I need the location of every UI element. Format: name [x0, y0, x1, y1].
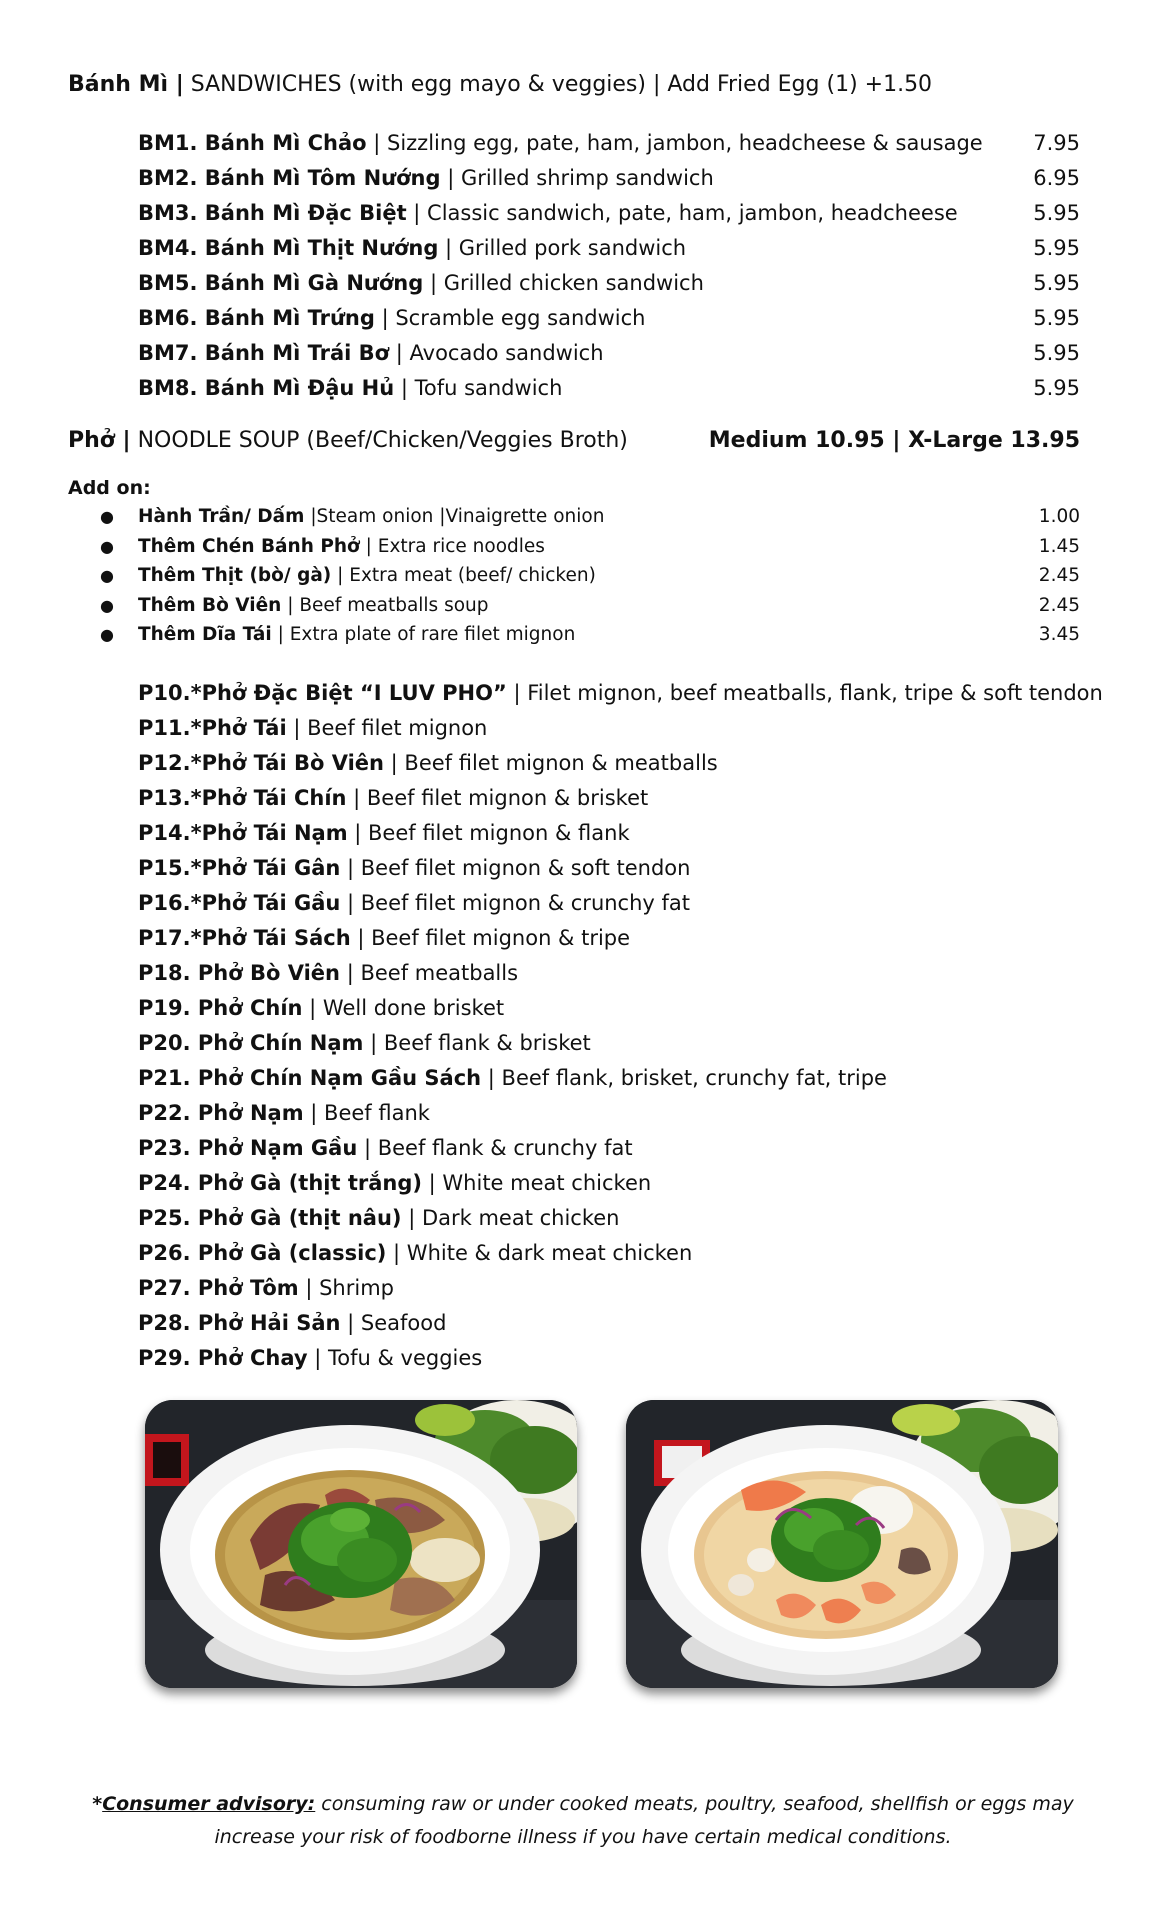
pho-item-name: P15.*Phở Tái Gân — [138, 856, 341, 880]
addon-desc: | Extra plate of rare filet mignon — [271, 624, 576, 645]
pho-item-name: P16.*Phở Tái Gầu — [138, 891, 341, 915]
menu-item-row — [138, 301, 1080, 336]
menu-item-price: 6.95 — [1033, 166, 1080, 190]
pho-item-desc: | White & dark meat chicken — [386, 1241, 693, 1265]
menu-item-desc: | Classic sandwich, pate, ham, jambon, headcheese — [406, 201, 958, 225]
pho-title: Phở | — [68, 428, 131, 453]
addon-row — [100, 620, 1080, 650]
pho-item-name: P29. Phở Chay — [138, 1346, 308, 1370]
addon-desc: |Steam onion |Vinaigrette onion — [304, 506, 605, 527]
pho-item-row — [138, 1026, 1098, 1061]
pho-item-desc: | White meat chicken — [421, 1171, 652, 1195]
pho-size-prices: Medium 10.95 | X-Large 13.95 — [708, 428, 1080, 453]
pho-item-name: P14.*Phở Tái Nạm — [138, 821, 348, 845]
banh-mi-subtitle: SANDWICHES (with egg mayo & veggies) | Add Fried Egg (1) +1.50 — [183, 72, 933, 97]
pho-item-desc: | Beef filet mignon & crunchy fat — [340, 891, 691, 915]
pho-item-desc: | Beef filet mignon & tripe — [350, 926, 631, 950]
pho-item-row — [138, 781, 1098, 816]
addon-desc: | Extra meat (beef/ chicken) — [331, 565, 596, 586]
advisory-text: consuming raw or under cooked meats, poultry, seafood, shellfish or eggs may increase your risk of foodborne illness if you have certain medical conditions. — [214, 1793, 1074, 1848]
pho-item-desc: | Beef filet mignon — [286, 716, 488, 740]
pho-item-row — [138, 921, 1098, 956]
menu-item-name: BM4. Bánh Mì Thịt Nướng — [138, 236, 439, 260]
pho-item-row — [138, 816, 1098, 851]
menu-item-name: BM2. Bánh Mì Tôm Nướng — [138, 166, 441, 190]
menu-item-price: 5.95 — [1033, 341, 1080, 365]
pho-item-desc: | Beef filet mignon & brisket — [346, 786, 649, 810]
menu-item-desc: | Sizzling egg, pate, ham, jambon, headcheese & sausage — [366, 131, 983, 155]
menu-item-name: BM6. Bánh Mì Trứng — [138, 306, 375, 330]
pho-list — [138, 676, 1103, 1376]
pho-item-desc: | Shrimp — [298, 1276, 394, 1300]
menu-item-row — [138, 266, 1080, 301]
advisory-label: Consumer advisory: — [102, 1793, 316, 1815]
pho-subtitle: NOODLE SOUP (Beef/Chicken/Veggies Broth) — [130, 428, 628, 453]
pho-item-row — [138, 956, 1098, 991]
addon-label — [138, 502, 1039, 532]
pho-item-row — [138, 746, 1098, 781]
pho-item-row — [138, 851, 1098, 886]
photo-row — [145, 1400, 1060, 1690]
pho-item-row — [138, 1271, 1098, 1306]
pho-item-row — [138, 1306, 1098, 1341]
pho-item-desc: | Beef meatballs — [340, 961, 519, 985]
addon-price: 3.45 — [1038, 624, 1080, 645]
pho-item-row — [138, 1131, 1098, 1166]
pho-item-name: P20. Phở Chín Nạm — [138, 1031, 364, 1055]
pho-item-desc: | Beef flank & brisket — [363, 1031, 591, 1055]
pho-item-desc: | Beef flank, brisket, crunchy fat, tripe — [481, 1066, 887, 1090]
pho-item-row — [138, 711, 1098, 746]
menu-item-desc: | Tofu sandwich — [394, 376, 563, 400]
menu-item-name: BM1. Bánh Mì Chảo — [138, 131, 367, 155]
addon-price: 1.45 — [1038, 535, 1080, 557]
addon-price: 2.45 — [1038, 565, 1080, 586]
addon-title: Add on: — [68, 477, 151, 499]
pho-item-row — [138, 1236, 1098, 1271]
menu-item-label — [138, 161, 714, 196]
menu-item-price: 5.95 — [1033, 376, 1080, 400]
addon-name: Thêm Bò Viên — [138, 594, 282, 616]
bullet-icon: ● — [100, 625, 114, 644]
pho-item-desc: | Beef flank & crunchy fat — [357, 1136, 633, 1160]
addon-name: Thêm Chén Bánh Phở — [138, 535, 360, 557]
pho-item-name: P12.*Phở Tái Bò Viên — [138, 751, 384, 775]
banh-mi-list — [138, 126, 1080, 406]
menu-item-price: 5.95 — [1033, 271, 1080, 295]
consumer-advisory — [60, 1788, 1106, 1854]
pho-item-name: P11.*Phở Tái — [138, 716, 287, 740]
addon-name: Thêm Thịt (bò/ gà) — [138, 565, 332, 586]
menu-item-name: BM7. Bánh Mì Trái Bơ — [138, 341, 390, 365]
pho-item-name: P22. Phở Nạm — [138, 1101, 304, 1125]
pho-item-name: P17.*Phở Tái Sách — [138, 926, 351, 950]
addon-row — [100, 561, 1080, 591]
menu-item-label — [138, 336, 604, 371]
menu-item-row — [138, 336, 1080, 371]
menu-item-desc: | Grilled chicken sandwich — [423, 271, 704, 295]
menu-item-name: BM5. Bánh Mì Gà Nướng — [138, 271, 424, 295]
seafood-pho-bowl-photo — [626, 1400, 1058, 1688]
addon-desc: | Extra rice noodles — [359, 535, 545, 557]
menu-item-row — [138, 231, 1080, 266]
menu-item-row — [138, 126, 1080, 161]
addon-label — [138, 620, 1039, 650]
menu-item-label — [138, 126, 983, 161]
pho-item-name: P25. Phở Gà (thịt nâu) — [138, 1206, 402, 1230]
addon-list — [100, 502, 1080, 650]
menu-item-price: 5.95 — [1033, 201, 1080, 225]
pho-item-name: P28. Phở Hải Sản — [138, 1311, 341, 1335]
menu-item-label — [138, 301, 646, 336]
pho-item-row — [138, 1341, 1098, 1376]
pho-item-name: P27. Phở Tôm — [138, 1276, 299, 1300]
menu-item-desc: | Avocado sandwich — [389, 341, 604, 365]
pho-item-desc: | Tofu & veggies — [307, 1346, 483, 1370]
addon-label — [138, 532, 1039, 562]
pho-item-desc: | Filet mignon, beef meatballs, flank, tripe & soft tendon — [506, 681, 1103, 705]
pho-item-row — [138, 1096, 1098, 1131]
menu-item-name: BM8. Bánh Mì Đậu Hủ — [138, 376, 395, 400]
addon-row — [100, 591, 1080, 621]
menu-item-label — [138, 196, 958, 231]
pho-item-row — [138, 886, 1098, 921]
addon-name: Hành Trần/ Dấm — [138, 506, 305, 527]
banh-mi-section-header — [68, 70, 1108, 100]
menu-item-row — [138, 196, 1080, 231]
pho-item-name: P19. Phở Chín — [138, 996, 303, 1020]
pho-item-desc: | Dark meat chicken — [401, 1206, 620, 1230]
addon-label — [138, 561, 1039, 591]
pho-title-wrap — [68, 426, 628, 456]
menu-item-desc: | Grilled pork sandwich — [438, 236, 687, 260]
menu-item-label — [138, 231, 686, 266]
menu-item-price: 5.95 — [1033, 236, 1080, 260]
pho-item-desc: | Seafood — [340, 1311, 447, 1335]
menu-item-label — [138, 266, 704, 301]
addon-row — [100, 532, 1080, 562]
bullet-icon: ● — [100, 566, 114, 585]
menu-item-price: 7.95 — [1033, 131, 1080, 155]
bullet-icon: ● — [100, 507, 114, 526]
menu-item-desc: | Grilled shrimp sandwich — [440, 166, 714, 190]
advisory-star: * — [92, 1793, 103, 1815]
addon-name: Thêm Dĩa Tái — [138, 624, 272, 645]
pho-item-desc: | Well done brisket — [302, 996, 505, 1020]
menu-item-price: 5.95 — [1033, 306, 1080, 330]
pho-item-name: P13.*Phở Tái Chín — [138, 786, 347, 810]
pho-item-name: P18. Phở Bò Viên — [138, 961, 341, 985]
pho-item-name: P21. Phở Chín Nạm Gầu Sách — [138, 1066, 482, 1090]
pho-section-header — [68, 426, 1080, 456]
bullet-icon: ● — [100, 536, 114, 556]
pho-item-desc: | Beef flank — [303, 1101, 430, 1125]
pho-item-desc: | Beef filet mignon & flank — [347, 821, 630, 845]
pho-item-row — [138, 1061, 1098, 1096]
menu-item-label — [138, 371, 562, 406]
pho-item-row — [138, 676, 1103, 711]
pho-item-row — [138, 1166, 1098, 1201]
addon-label — [138, 591, 1039, 621]
pho-item-name: P24. Phở Gà (thịt trắng) — [138, 1171, 422, 1195]
beef-pho-bowl-photo — [145, 1400, 577, 1688]
addon-row — [100, 502, 1080, 532]
pho-item-desc: | Beef filet mignon & soft tendon — [340, 856, 691, 880]
pho-item-row — [138, 1201, 1098, 1236]
menu-item-row — [138, 161, 1080, 196]
menu-item-desc: | Scramble egg sandwich — [374, 306, 646, 330]
menu-item-name: BM3. Bánh Mì Đặc Biệt — [138, 201, 407, 225]
addon-price: 2.45 — [1038, 594, 1080, 616]
addon-desc: | Beef meatballs soup — [281, 594, 489, 616]
pho-item-row — [138, 991, 1098, 1026]
banh-mi-title: Bánh Mì | — [68, 72, 184, 97]
addon-price: 1.00 — [1038, 506, 1080, 527]
pho-item-desc: | Beef filet mignon & meatballs — [383, 751, 718, 775]
pho-item-name: P23. Phở Nạm Gầu — [138, 1136, 358, 1160]
pho-item-name: P10.*Phở Đặc Biệt “I LUV PHO” — [138, 681, 507, 705]
menu-item-row — [138, 371, 1080, 406]
pho-item-name: P26. Phở Gà (classic) — [138, 1241, 387, 1265]
bullet-icon: ● — [100, 595, 114, 615]
